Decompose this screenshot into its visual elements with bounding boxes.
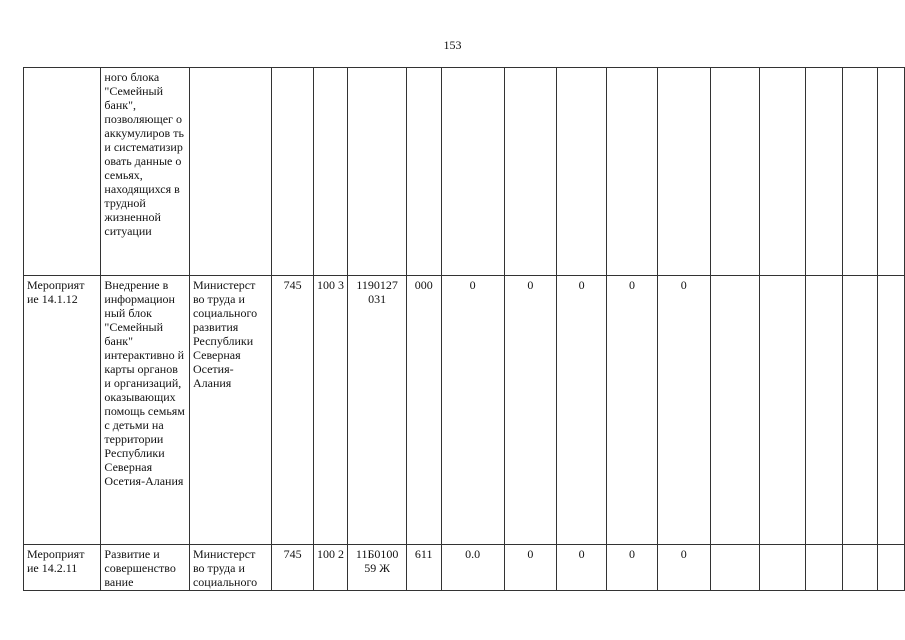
- rzpr-cell: [313, 68, 348, 276]
- amount-cell: 0: [556, 545, 606, 591]
- amount-cell: [504, 68, 556, 276]
- csr-cell: 11Б0100 59 Ж: [348, 545, 407, 591]
- csr-cell: [348, 68, 407, 276]
- executor-cell: Министерст во труда и социального: [189, 545, 272, 591]
- amount-cell: 0: [607, 276, 657, 545]
- amount-cell: [843, 68, 878, 276]
- amount-cell: [657, 68, 710, 276]
- amount-cell: 0: [504, 545, 556, 591]
- amount-cell: 0.0: [441, 545, 504, 591]
- grbs-cell: [272, 68, 313, 276]
- vr-cell: 000: [406, 276, 441, 545]
- amount-cell: [806, 68, 843, 276]
- amount-cell: [607, 68, 657, 276]
- event-code-cell: [24, 68, 101, 276]
- amount-cell: [760, 276, 806, 545]
- amount-cell: [843, 545, 878, 591]
- amount-cell: 0: [607, 545, 657, 591]
- amount-cell: [556, 68, 606, 276]
- table-row: [24, 68, 905, 276]
- amount-cell: [760, 68, 806, 276]
- event-description-cell: ного блока "Семейный банк", позволяющег о аккумулиров ть и систематизир овать данные о семьях, находящихся в трудной жизненной ситуации: [101, 68, 190, 276]
- vr-cell: [406, 68, 441, 276]
- amount-cell: 0: [504, 276, 556, 545]
- amount-cell: [710, 276, 759, 545]
- amount-cell: [710, 545, 759, 591]
- event-code-cell: Мероприят ие 14.2.11: [24, 545, 101, 591]
- event-description-cell: Внедрение в информацион ный блок "Семейный банк" интерактивно й карты органов и организаций, оказывающих помощь семьям с детьми на территории Республики Северная Осетия-Алания: [101, 276, 190, 545]
- page-number: 153: [443, 38, 462, 52]
- table-row: [24, 545, 905, 591]
- csr-cell: 1190127 031: [348, 276, 407, 545]
- rzpr-cell: 100 3: [313, 276, 348, 545]
- event-description-cell: Развитие и совершенство вание: [101, 545, 190, 591]
- grbs-cell: 745: [272, 545, 313, 591]
- amount-cell: [806, 545, 843, 591]
- grbs-cell: 745: [272, 276, 313, 545]
- amount-cell: [760, 545, 806, 591]
- amount-cell: [877, 276, 904, 545]
- amount-cell: [843, 276, 878, 545]
- rzpr-cell: 100 2: [313, 545, 348, 591]
- amount-cell: 0: [441, 276, 504, 545]
- executor-cell: [189, 68, 272, 276]
- table-row: [24, 276, 905, 545]
- amount-cell: [877, 68, 904, 276]
- amount-cell: [441, 68, 504, 276]
- amount-cell: 0: [657, 545, 710, 591]
- amount-cell: [806, 276, 843, 545]
- budget-table: [23, 67, 905, 591]
- amount-cell: [877, 545, 904, 591]
- amount-cell: [710, 68, 759, 276]
- executor-cell: Министерст во труда и социального развития Республики Северная Осетия-Алания: [189, 276, 272, 545]
- vr-cell: 611: [406, 545, 441, 591]
- event-code-cell: Мероприят ие 14.1.12: [24, 276, 101, 545]
- amount-cell: 0: [657, 276, 710, 545]
- amount-cell: 0: [556, 276, 606, 545]
